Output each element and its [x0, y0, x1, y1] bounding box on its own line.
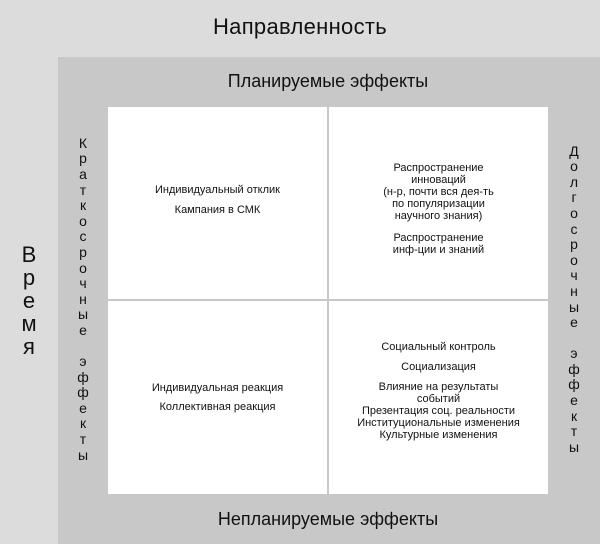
cell-item: Презентация соц. реальности — [361, 405, 516, 417]
short-term-effects-band — [58, 105, 108, 494]
cell-item: Кампания в СМК — [174, 204, 261, 216]
long-term-effects-band — [548, 105, 600, 494]
direction-title: Направленность — [212, 14, 388, 39]
cell-item: Культурные изменения — [379, 429, 498, 441]
cell-planned-long-term — [329, 107, 548, 299]
cell-item: Социальный контроль — [381, 341, 496, 353]
effects-matrix — [108, 107, 548, 494]
cell-unplanned-short-term — [108, 301, 327, 494]
cell-item: Индивидуальный отклик — [154, 184, 280, 196]
long-term-effects-label: Д о л г о с р о ч н ы е э ф ф е к т ы — [568, 142, 580, 455]
time-title-text: В р е м я — [21, 242, 37, 359]
cell-unplanned-long-term — [329, 301, 548, 494]
cell-item: Распространение инф-ции и знаний — [392, 232, 485, 256]
cell-item: Социализация — [401, 361, 476, 373]
time-title — [0, 57, 58, 544]
cell-item: Институциональные изменения — [357, 417, 520, 429]
cell-item: Коллективная реакция — [159, 401, 276, 413]
cell-item: Распространение инноваций (н-р, почти вся дея-ть по популяризации научного знания) — [383, 162, 494, 222]
cell-item: Влияние на результаты событий — [378, 381, 499, 405]
cell-item: Индивидуальная реакция — [151, 382, 284, 394]
short-term-effects-label: К р а т к о с р о ч н ы е э ф ф е к т ы — [77, 134, 89, 463]
planned-effects-label: Планируемые эффекты — [227, 70, 429, 91]
cell-planned-short-term — [108, 107, 327, 299]
unplanned-effects-label: Непланируемые эффекты — [217, 508, 439, 529]
